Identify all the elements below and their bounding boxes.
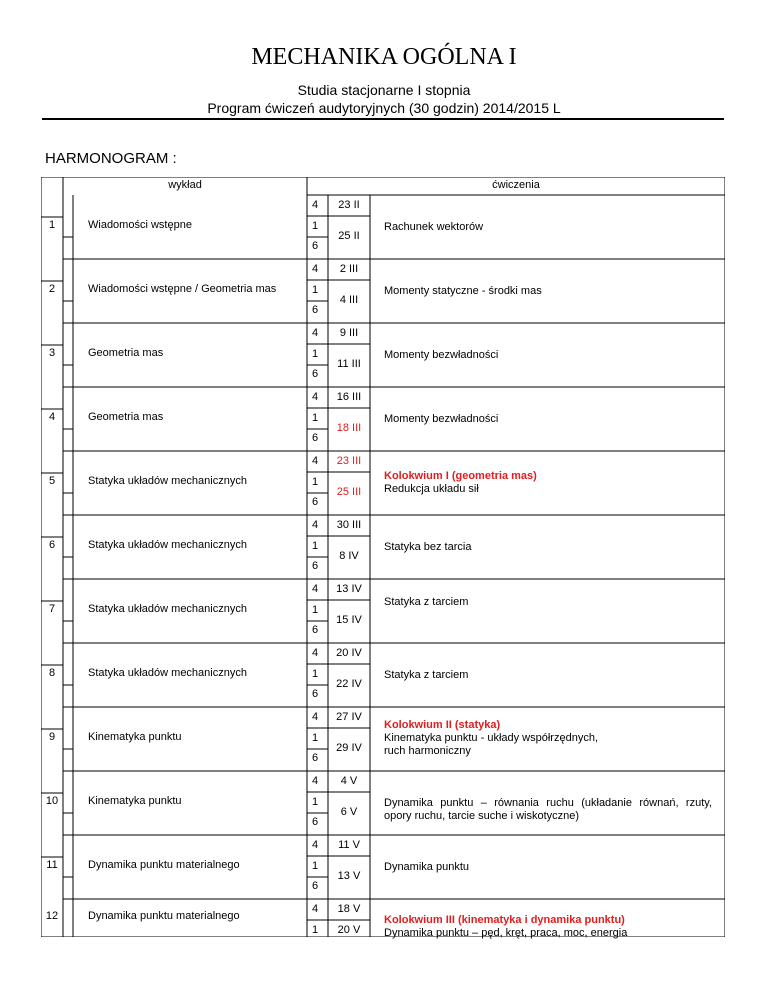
exercise-topic: Rachunek wektorów <box>384 221 484 233</box>
date-second: 25 II <box>338 230 360 242</box>
lecture-topic: Wiadomości wstępne <box>88 219 192 231</box>
row-number: 4 <box>48 411 56 423</box>
lecture-topic: Statyka układów mechanicznych <box>88 667 247 679</box>
exercise-topic: Momenty statyczne - środki mas <box>384 285 542 297</box>
header-divider <box>42 118 724 120</box>
hour-value: 6 <box>312 624 319 636</box>
exercise-test: Kolokwium I (geometria mas) <box>384 470 537 482</box>
exercise-topic: Statyka bez tarcia <box>384 541 472 553</box>
lecture-topic: Kinematyka punktu <box>88 795 182 807</box>
lecture-topic: Dynamika punktu materialnego <box>88 859 240 871</box>
date-first: 11 V <box>338 839 360 851</box>
hour-value: 6 <box>312 880 319 892</box>
hour-value: 6 <box>312 368 319 380</box>
lecture-topic: Dynamika punktu materialnego <box>88 910 240 922</box>
hour-value: 4 <box>312 455 319 467</box>
hour-value: 1 <box>312 348 319 360</box>
exercise-topic: Statyka z tarciem <box>384 669 469 681</box>
row-number: 8 <box>48 667 56 679</box>
hour-value: 4 <box>312 775 319 787</box>
exercise-topic: Statyka z tarciem <box>384 596 469 608</box>
date-first: 30 III <box>336 519 362 531</box>
date-second: 25 III <box>336 486 362 498</box>
row-number: 2 <box>48 283 56 295</box>
lecture-topic: Statyka układów mechanicznych <box>88 603 247 615</box>
hour-value: 4 <box>312 263 319 275</box>
date-first: 9 III <box>339 327 359 339</box>
header-exercises: ćwiczenia <box>492 179 540 191</box>
hour-value: 1 <box>312 796 319 808</box>
date-second: 20 V <box>337 924 361 936</box>
exercise-topic: ruch harmoniczny <box>384 745 471 757</box>
hour-value: 6 <box>312 240 319 252</box>
lecture-topic: Geometria mas <box>88 411 164 423</box>
exercise-topic: Dynamika punktu – równania ruchu (układanie równań, rzuty, opory ruchu, tarcie suche i wiskotyczne) <box>384 797 712 822</box>
exercise-topic: Dynamika punktu – pęd, kręt, praca, moc, energia <box>384 927 628 939</box>
hour-value: 1 <box>312 668 319 680</box>
hour-value: 4 <box>312 391 319 403</box>
lecture-topic: Statyka układów mechanicznych <box>88 539 247 551</box>
lecture-topic: Geometria mas <box>88 347 164 359</box>
hour-value: 1 <box>312 540 319 552</box>
page-title: MECHANIKA OGÓLNA I <box>251 44 517 70</box>
header-lecture: wykład <box>168 179 202 191</box>
row-number: 7 <box>48 603 56 615</box>
hour-value: 6 <box>312 496 319 508</box>
hour-value: 6 <box>312 560 319 572</box>
exercise-test: Kolokwium III (kinematyka i dynamika punktu) <box>384 914 625 926</box>
row-number: 10 <box>45 795 59 807</box>
lecture-topic: Kinematyka punktu <box>88 731 182 743</box>
hour-value: 1 <box>312 860 319 872</box>
date-first: 27 IV <box>336 711 362 723</box>
hour-value: 1 <box>312 924 319 936</box>
hour-value: 1 <box>312 220 319 232</box>
date-second: 13 V <box>337 870 361 882</box>
hour-value: 4 <box>312 199 319 211</box>
date-first: 13 IV <box>336 583 362 595</box>
schedule-table <box>41 177 725 937</box>
hour-value: 6 <box>312 304 319 316</box>
date-second: 15 IV <box>336 614 362 626</box>
hour-value: 6 <box>312 432 319 444</box>
lecture-topic: Wiadomości wstępne / Geometria mas <box>88 283 277 295</box>
hour-value: 4 <box>312 711 319 723</box>
exercise-topic: Kinematyka punktu - układy współrzędnych, <box>384 732 598 744</box>
row-number: 5 <box>48 475 56 487</box>
date-first: 2 III <box>339 263 359 275</box>
exercise-topic: Momenty bezwładności <box>384 349 499 361</box>
hour-value: 4 <box>312 327 319 339</box>
row-number: 1 <box>48 219 56 231</box>
date-first: 23 II <box>338 199 360 211</box>
hour-value: 1 <box>312 284 319 296</box>
exercise-topic: Momenty bezwładności <box>384 413 499 425</box>
date-first: 23 III <box>336 455 362 467</box>
date-first: 18 V <box>337 903 361 915</box>
hour-value: 1 <box>312 732 319 744</box>
section-title: HARMONOGRAM : <box>45 150 177 167</box>
hour-value: 6 <box>312 752 319 764</box>
exercise-topic: Dynamika punktu <box>384 861 469 873</box>
row-number: 9 <box>48 731 56 743</box>
subtitle-program: Program ćwiczeń audytoryjnych (30 godzin) 2014/2015 L <box>207 100 561 116</box>
lecture-topic: Statyka układów mechanicznych <box>88 475 247 487</box>
date-first: 16 III <box>336 391 362 403</box>
exercise-test: Kolokwium II (statyka) <box>384 719 501 731</box>
date-first: 4 V <box>340 775 358 787</box>
date-second: 29 IV <box>336 742 362 754</box>
hour-value: 4 <box>312 647 319 659</box>
hour-value: 4 <box>312 583 319 595</box>
subtitle-study: Studia stacjonarne I stopnia <box>297 82 471 98</box>
hour-value: 6 <box>312 688 319 700</box>
row-number: 3 <box>48 347 56 359</box>
row-number: 12 <box>45 910 59 922</box>
date-second: 8 IV <box>339 550 359 562</box>
date-first: 20 IV <box>336 647 362 659</box>
hour-value: 4 <box>312 903 319 915</box>
date-second: 11 III <box>337 358 361 370</box>
hour-value: 1 <box>312 604 319 616</box>
date-second: 6 V <box>340 806 358 818</box>
hour-value: 4 <box>312 839 319 851</box>
date-second: 22 IV <box>336 678 362 690</box>
exercise-topic: Redukcja układu sił <box>384 483 479 495</box>
hour-value: 1 <box>312 476 319 488</box>
hour-value: 6 <box>312 816 319 828</box>
row-number: 11 <box>46 859 58 871</box>
date-second: 4 III <box>339 294 359 306</box>
row-number: 6 <box>48 539 56 551</box>
hour-value: 4 <box>312 519 319 531</box>
date-second: 18 III <box>336 422 362 434</box>
hour-value: 1 <box>312 412 319 424</box>
